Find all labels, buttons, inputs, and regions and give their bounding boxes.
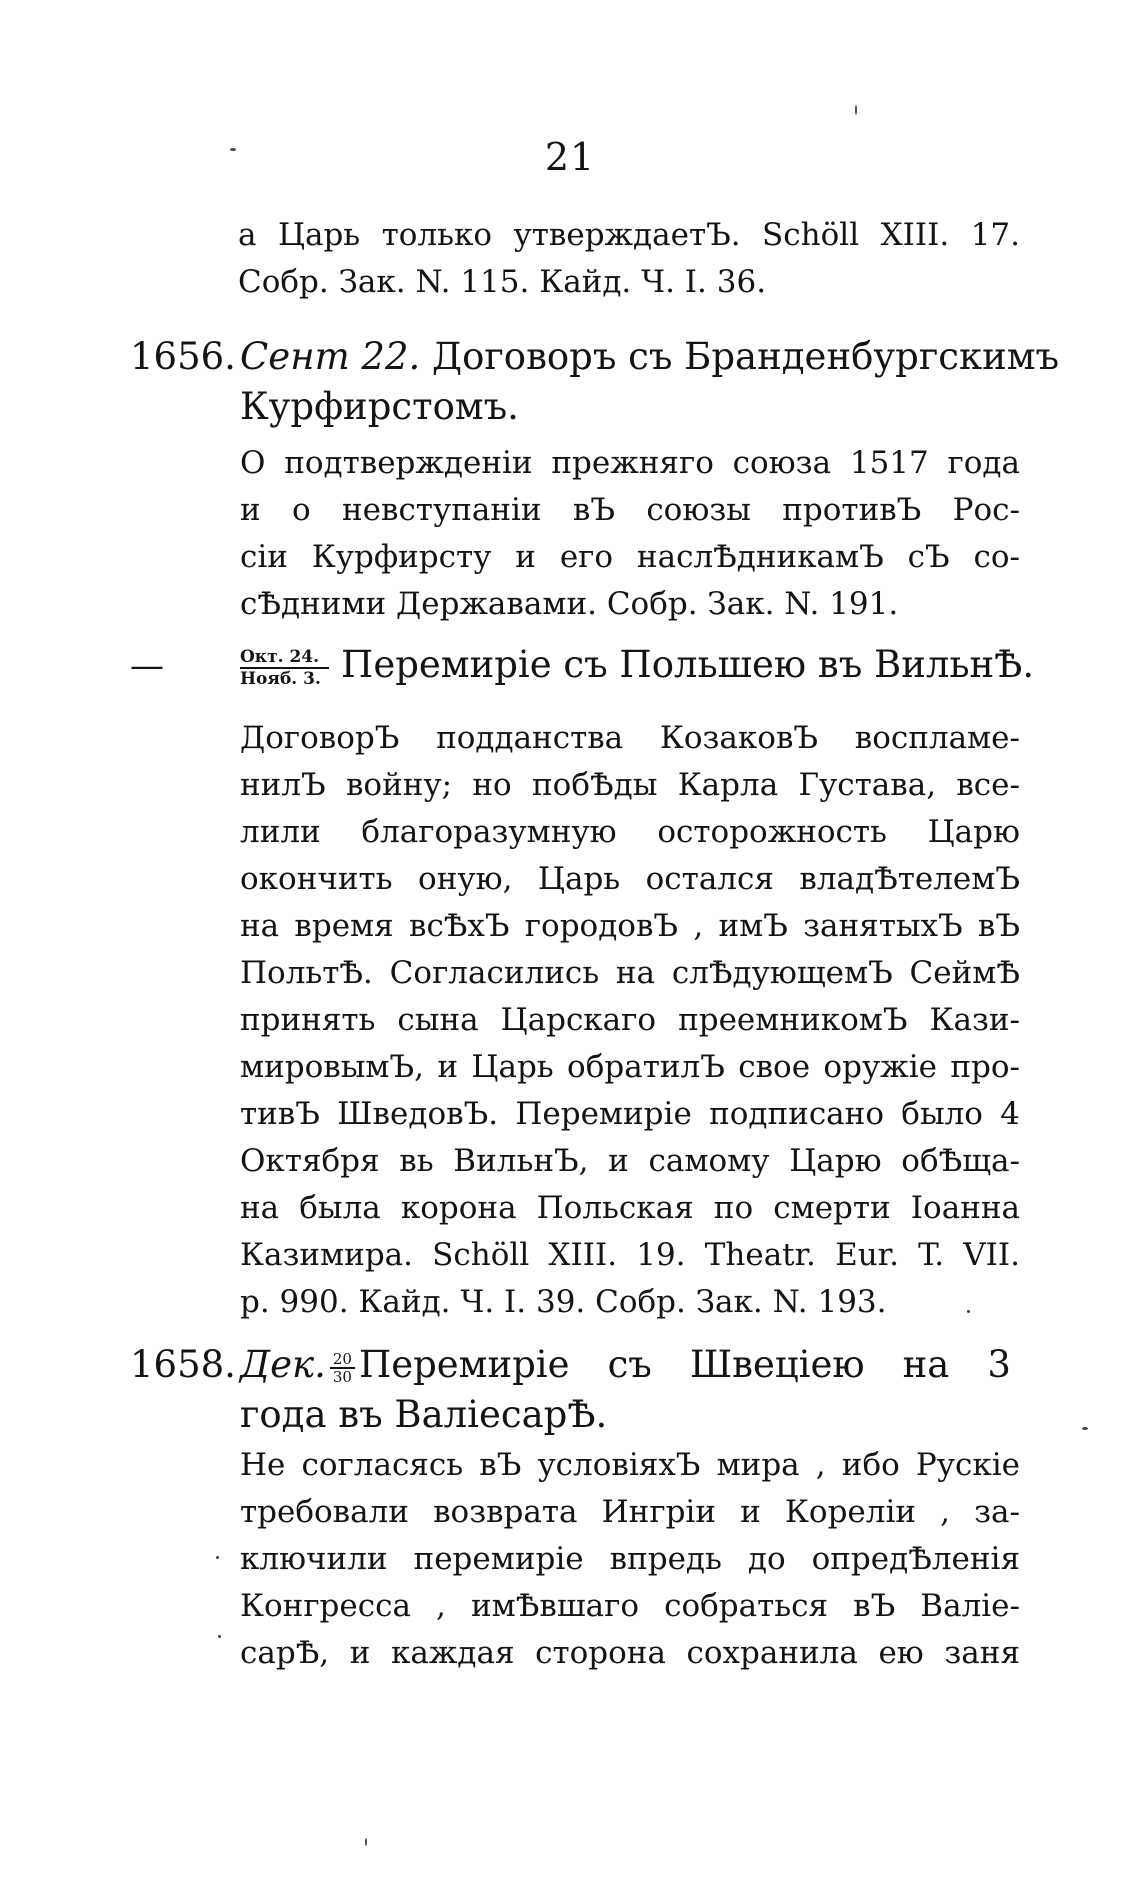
text-line: p. 990. Кайд. Ч. I. 39. Собр. Зак. N. 193.: [240, 1284, 887, 1320]
entry-year: 1656.: [130, 335, 236, 378]
scan-speck: [365, 1838, 367, 1846]
date-old-style: 20: [330, 1351, 355, 1369]
entry-heading-line: [130, 640, 1035, 691]
entry-1656-body: [240, 440, 1020, 628]
text-line: нилЪ войну; но побѢды Карла Густава, все-: [240, 767, 1020, 803]
entry-heading-line: [130, 332, 1060, 382]
scan-speck: [1082, 1427, 1088, 1430]
text-line: лили благоразумную осторожность Царю: [240, 814, 1020, 850]
text-line: Казимира. Schöll XIII. 19. Theatr. Eur. T. VII.: [240, 1237, 1020, 1273]
text-line: ДоговорЪ подданства КозаковЪ воспламе-: [240, 720, 1020, 756]
text-line: сѢдними Державами. Собр. Зак. N. 191.: [240, 586, 899, 622]
text-line: принять сына Царскаго преемникомЪ Кази-: [240, 1002, 1020, 1038]
text-line: требовали возврата Ингріи и Кореліи , за-: [240, 1494, 1020, 1530]
entry-poland-truce-heading: [130, 640, 1035, 691]
text-line: ключили перемиріе впредь до опредѢленія: [240, 1541, 1020, 1577]
entry-dash: —: [130, 646, 164, 686]
entry-1658-heading: [130, 1340, 1020, 1440]
entry-title-continuation: года въ ВаліесарѢ.: [240, 1393, 608, 1436]
text-line: О подтвержденіи прежняго союза 1517 года: [240, 445, 1020, 481]
entry-date: Сент 22.: [240, 335, 421, 378]
entry-title: Перемиріе съ Польшею въ ВильнѢ.: [341, 643, 1035, 686]
continuation-paragraph: [238, 212, 1020, 306]
entry-year: 1658.: [130, 1343, 236, 1386]
text-line: и о невступаніи вЪ союзы противЪ Рос-: [240, 492, 1020, 528]
text-line: Конгресса , имѢвшаго собраться вЪ Валіе-: [240, 1588, 1020, 1624]
date-new-style: Нояб. 3.: [240, 668, 321, 689]
text-line: мировымЪ, и Царь обратилЪ свое оружіе про-: [240, 1049, 1020, 1085]
entry-title-continuation: Курфирстомъ.: [240, 385, 519, 428]
entry-poland-truce-body: [240, 715, 1020, 1326]
entry-date: Дек.: [240, 1343, 326, 1386]
scan-speck: [218, 1635, 221, 1638]
text-line: тивЪ ШведовЪ. Перемиріе подписано было 4: [240, 1096, 1020, 1132]
entry-1656-heading: [130, 332, 1060, 432]
text-line: сарѢ, и каждая сторона сохранила ею заня: [240, 1635, 1020, 1671]
entry-1658-body: [240, 1442, 1020, 1677]
entry-title: Перемиріе съ Швеціею на 3: [358, 1343, 1011, 1386]
date-old-style: Окт. 24.: [240, 647, 329, 669]
text-line: а Царь только утверждаетЪ. Schöll XIII. 17.: [238, 217, 1020, 253]
scan-speck: [230, 148, 236, 151]
text-line: на была корона Польская по смерти Іоанна: [240, 1190, 1020, 1226]
text-line: ПольтѢ. Согласились на слѢдующемЪ СеймѢ: [240, 955, 1020, 991]
text-line: Не согласясь вЪ условіяхЪ мира , ибо Рускіе: [240, 1447, 1020, 1483]
scan-speck: [855, 105, 857, 115]
text-line: сіи Курфирсту и его наслѢдникамЪ сЪ со-: [240, 539, 1020, 575]
entry-title: Договоръ съ Бранденбургскимъ: [432, 335, 1060, 378]
date-new-style: 30: [332, 1367, 352, 1386]
text-line: Октября вь ВильнЪ, и самому Царю обѢща-: [240, 1143, 1020, 1179]
text-line: на время всѢхЪ городовЪ , имЪ занятыхЪ вЪ: [240, 908, 1020, 944]
page-number: 21: [544, 135, 596, 179]
text-line: окончить оную, Царь остался владѢтелемЪ: [240, 861, 1020, 897]
entry-date-fraction: [240, 647, 329, 689]
text-line: Собр. Зак. N. 115. Кайд. Ч. I. 36.: [238, 264, 767, 300]
scan-speck: [216, 1556, 219, 1559]
scan-speck: [967, 1310, 970, 1313]
entry-date-fraction: [330, 1351, 355, 1385]
entry-heading-line: [130, 1340, 1020, 1390]
